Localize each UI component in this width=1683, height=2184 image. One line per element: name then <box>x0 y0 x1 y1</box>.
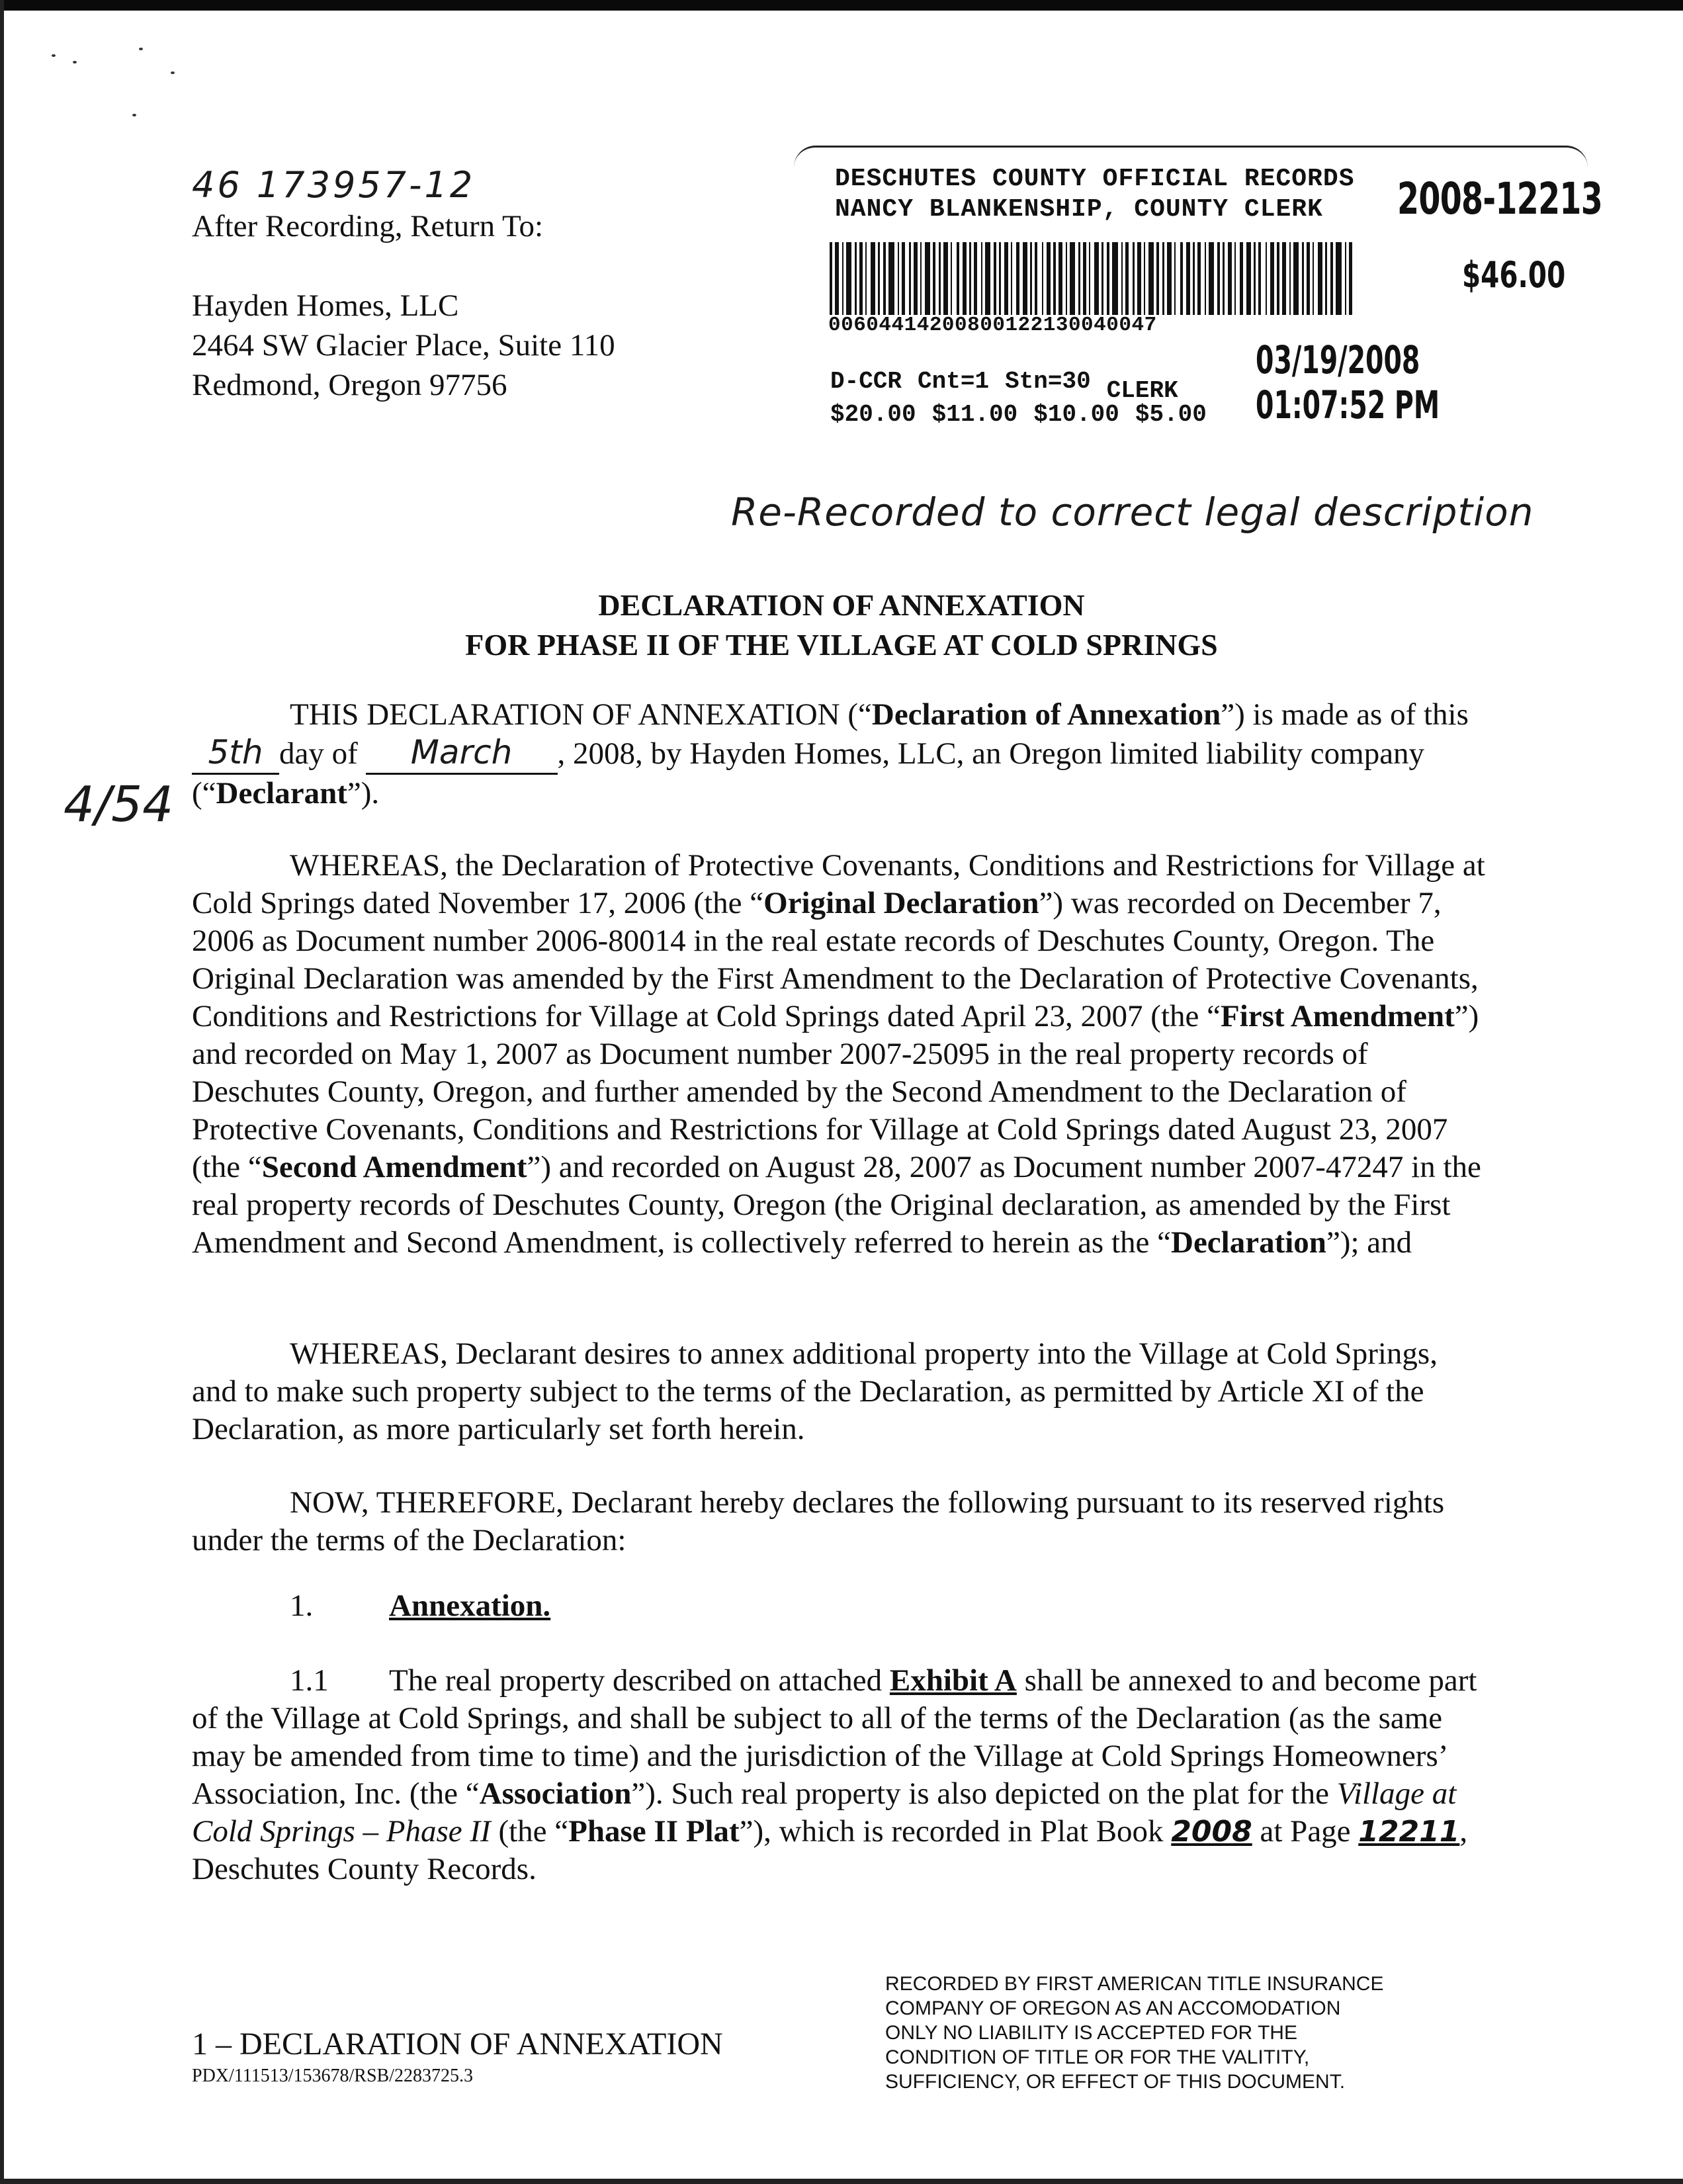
handwritten-plat-book: 2008 <box>1171 1815 1252 1849</box>
barcode-bar <box>1282 242 1286 315</box>
barcode-bar <box>898 242 899 315</box>
barcode-bar <box>1228 242 1232 315</box>
recording-fee: $20.00 <box>830 401 916 428</box>
barcode-bar <box>1349 242 1352 315</box>
barcode-bar <box>878 242 880 315</box>
barcode-bar <box>1121 242 1123 315</box>
barcode-bar <box>1174 242 1176 315</box>
barcode-bar <box>994 242 996 315</box>
recording-office: DESCHUTES COUNTY OFFICIAL RECORDS <box>835 165 1355 193</box>
barcode-bar <box>1167 242 1172 315</box>
barcode-bar <box>830 242 832 315</box>
barcode-bar <box>1148 242 1154 315</box>
recording-fee: $11.00 <box>931 401 1018 428</box>
recording-codes-block <box>830 365 1223 431</box>
barcode-bar <box>1234 242 1236 315</box>
barcode-bar <box>909 242 911 315</box>
barcode-bar <box>1030 242 1032 315</box>
whereas-paragraph-1: WHEREAS, the Declaration of Protective Covenants, Conditions and Restrictions for Village at Cold Springs dated November 17, 2006 (the “Original Declaration”) was recorded on December 7, 2006 as Document number 2006-80014 in the real estate records of Deschutes County, Oregon. The Original Declaration was amended by the First Amendment to the Declaration of Protective Covenants, Conditions and Restrictions for Village at Cold Springs dated April 23, 2007 (the “First Amendment”) and recorded on May 1, 2007 as Document number 2007-25095 in the real property records of Deschutes County, Oregon, and further amended by the Second Amendment to the Declaration of Protective Covenants, Conditions and Restrictions for Village at Cold Springs dated August 23, 2007 (the “Second Amendment”) and recorded on August 28, 2007 as Document number 2007-47247 in the real property records of Deschutes County, Oregon (the Original declaration, as amended by the First Amendment and Second Amendment, is collectively referred to herein as the “Declaration”); and <box>192 848 1485 1260</box>
barcode-bar <box>1302 242 1304 315</box>
barcode-bar <box>1240 242 1243 315</box>
barcode-bar <box>1186 242 1190 315</box>
barcode-bar <box>914 242 918 315</box>
barcode-bar <box>871 242 875 315</box>
barcode-bar <box>1083 242 1086 315</box>
intro-paragraph: THIS DECLARATION OF ANNEXATION (“Declaration of Annexation”) is made as of this 5th day of March , 2008, by Hayden Homes, LLC, an Oregon limited liability company (“Declarant”). <box>192 697 1469 810</box>
scan-speck <box>132 114 136 116</box>
section-1-1-paragraph: 1.1 The real property described on attached Exhibit A shall be annexed to and become part of the Village at Cold Springs, and shall be subject to all of the terms of the Declaration (as the same may be amended from time to time) and the jurisdiction of the Village at Cold Springs Homeowners’ Association, Inc. (the “Association”). Such real property is also depicted on the plat for the Village at Cold Springs – Phase II (the “Phase II Plat”), which is recorded in Plat Book 2008 at Page 12211, Deschutes County Records. <box>192 1663 1477 1886</box>
barcode-bar <box>1023 242 1027 315</box>
barcode-bar <box>1107 242 1109 315</box>
scan-left-edge <box>0 0 4 2184</box>
recording-code: D-CCR <box>830 368 902 395</box>
barcode-bar <box>1217 242 1220 315</box>
barcode-bar <box>835 242 839 315</box>
barcode-bar <box>957 242 959 315</box>
handwritten-month: March <box>410 733 513 771</box>
recording-code: CLERK <box>1106 377 1178 404</box>
footer-document-ref: PDX/111513/153678/RSB/2283725.3 <box>192 2066 473 2086</box>
return-to-heading: After Recording, Return To: <box>192 209 543 243</box>
scan-bottom-edge <box>0 2179 1683 2184</box>
barcode-bar <box>1246 242 1251 315</box>
barcode-bar <box>1193 242 1195 315</box>
barcode-bar <box>1133 242 1135 315</box>
barcode-bar <box>1330 242 1333 315</box>
barcode-number: 00604414200800122130040047 <box>828 314 1157 337</box>
barcode-bar <box>1011 242 1012 315</box>
county-clerk-line: NANCY BLANKENSHIP, COUNTY CLERK <box>835 195 1323 224</box>
recording-code: Cnt=1 <box>918 368 990 395</box>
barcode-bar <box>1089 242 1090 315</box>
barcode-bar <box>1004 242 1008 315</box>
barcode-bar <box>855 242 857 315</box>
barcode-bar <box>1016 242 1019 315</box>
barcode-bar <box>1197 242 1201 315</box>
barcode-bar <box>943 242 948 315</box>
exhibit-a-reference: Exhibit A <box>889 1663 1017 1698</box>
barcode-bar <box>1101 242 1103 315</box>
barcode-bar <box>999 242 1001 315</box>
barcode-bar <box>1289 242 1291 315</box>
barcode-bar <box>925 242 930 315</box>
handwritten-plat-page: 12211 <box>1358 1815 1460 1849</box>
barcode-bar <box>1162 242 1164 315</box>
handwritten-day: 5th <box>208 733 263 771</box>
barcode-bar <box>951 242 952 315</box>
recording-stamp-header <box>835 164 1355 225</box>
barcode-bar <box>1325 242 1327 315</box>
now-therefore-paragraph: NOW, THEREFORE, Declarant hereby declares the following pursuant to its reserved rights under the terms of the Declaration: <box>192 1485 1445 1557</box>
return-to-block <box>192 206 615 405</box>
section-1-heading: 1. Annexation. <box>290 1589 551 1623</box>
return-to-address-line1: 2464 SW Glacier Place, Suite 110 <box>192 328 615 363</box>
barcode-bar <box>846 242 851 315</box>
document-title: DECLARATION OF ANNEXATION <box>598 588 1085 622</box>
barcode-bar <box>1058 242 1062 315</box>
barcode-bar <box>1078 242 1080 315</box>
footer-title: 1 – DECLARATION OF ANNEXATION <box>192 2027 723 2062</box>
barcode-bar <box>969 242 971 315</box>
barcode-image <box>830 242 1354 315</box>
barcode-bar <box>888 242 894 315</box>
recording-datetime: 03/19/2008 01:07:52 PM <box>1256 337 1440 427</box>
recording-fee: $10.00 <box>1033 401 1119 428</box>
barcode-bar <box>1270 242 1274 315</box>
barcode-bar <box>1112 242 1118 315</box>
barcode-bar <box>1137 242 1141 315</box>
recording-document-number: 2008-12213 <box>1397 173 1603 224</box>
barcode-bar <box>1066 242 1067 315</box>
return-to-name: Hayden Homes, LLC <box>192 288 459 323</box>
barcode-bar <box>859 242 863 315</box>
handwritten-margin-note: 4/54 <box>64 776 174 833</box>
barcode-bar <box>1053 242 1056 315</box>
barcode-bar <box>1205 242 1206 315</box>
barcode-bar <box>1266 242 1267 315</box>
barcode-bar <box>981 242 982 315</box>
recording-fee: $5.00 <box>1135 401 1207 428</box>
handwritten-rerecorded-note: Re-Recorded to correct legal description <box>731 490 1534 535</box>
scan-speck <box>139 48 143 50</box>
barcode-bar <box>1313 242 1314 315</box>
barcode-bar <box>985 242 990 315</box>
barcode-bar <box>1144 242 1145 315</box>
return-to-address-line2: Redmond, Oregon 97756 <box>192 368 507 402</box>
scan-speck <box>73 61 77 64</box>
barcode-bar <box>939 242 941 315</box>
barcode-bar <box>1042 242 1043 315</box>
barcode-bar <box>1293 242 1299 315</box>
document-subtitle: FOR PHASE II OF THE VILLAGE AT COLD SPRINGS <box>465 628 1218 662</box>
scan-speck <box>171 71 175 74</box>
barcode-bar <box>1345 242 1346 315</box>
scan-speck <box>52 54 56 57</box>
barcode-bar <box>1047 242 1051 315</box>
barcode-bar <box>842 242 843 315</box>
barcode-bar <box>1035 242 1037 315</box>
scan-top-edge <box>0 0 1683 11</box>
barcode-bar <box>974 242 977 315</box>
barcode-bar <box>1258 242 1261 315</box>
barcode-bar <box>963 242 967 315</box>
barcode-bar <box>1307 242 1310 315</box>
recorded-by-disclaimer: RECORDED BY FIRST AMERICAN TITLE INSURANCE COMPANY OF OREGON AS AN ACCOMODATION ONLY NO LIABILITY IS ACCEPTED FOR THE CONDITION OF TITLE OR FOR THE VALITITY, SUFFICIENCY, OR EFFECT OF THIS DOCUMENT. <box>885 1973 1384 2093</box>
barcode-bar <box>1209 242 1214 315</box>
barcode-bar <box>865 242 867 315</box>
barcode-bar <box>933 242 935 315</box>
whereas-paragraph-2: WHEREAS, Declarant desires to annex additional property into the Village at Cold Springs, and to make such property subject to the terms of the Declaration, as permitted by Article XI of the Declaration, as more particularly set forth herein. <box>192 1336 1438 1446</box>
handwritten-file-ref: 46 173957-12 <box>192 164 476 206</box>
recording-total-fee: $46.00 <box>1462 254 1566 296</box>
barcode-bar <box>883 242 886 315</box>
recording-code: Stn=30 <box>1005 368 1091 395</box>
barcode-bar <box>1254 242 1256 315</box>
barcode-bar <box>1156 242 1159 315</box>
barcode-bar <box>1180 242 1183 315</box>
barcode-bar <box>1070 242 1075 315</box>
barcode-bar <box>902 242 905 315</box>
barcode-bar <box>1094 242 1099 315</box>
barcode-bar <box>1277 242 1279 315</box>
barcode-bar <box>1318 242 1322 315</box>
barcode-bar <box>1125 242 1129 315</box>
barcode-bar <box>920 242 922 315</box>
barcode-bar <box>1336 242 1342 315</box>
recording-codes-row <box>830 365 1223 404</box>
barcode-bar <box>1223 242 1225 315</box>
